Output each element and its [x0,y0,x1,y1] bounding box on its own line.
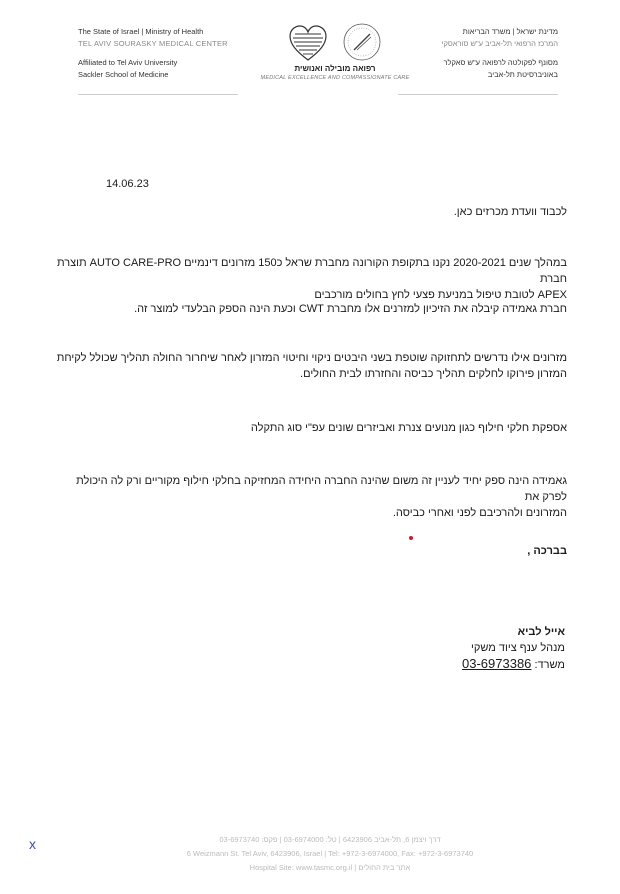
footer-website: Hospital Site: www.tasmc.org.il | אתר בית החולים [249,863,411,872]
motto-hebrew: רפואה מובילה ואנושית [294,64,376,73]
paragraph-franchise: חברת גאמידה קיבלה את הזיכיון למזרנים אלו מחברת CWT וכעת הינה הספק הבלעדי למוצר זה. [134,303,567,315]
paragraph-purchase-line-1: במהלך שנים 2020-2021 נקנו בתקופת הקורונה מחברת שראל כ150 מזרונים דינמיים AUTO CARE-PRO תוצרת חברת [56,257,567,285]
header-divider-left [78,94,238,95]
heart-logo-icon [288,24,328,64]
hospital-motto [260,64,410,81]
letter-footer [140,833,520,875]
red-dot-mark [409,536,413,540]
paragraph-spare-parts: אספקת חלקי חילוף כגון מנועים צנרת ואביזרים שונים עפ"י סוג התקלה [250,422,567,434]
header-state-ministry-he: מדינת ישראל | משרד הבריאות [462,27,558,36]
header-affiliation: Affiliated to Tel Aviv University [78,58,178,67]
paragraph-sole-supplier [54,473,567,521]
header-state-ministry: The State of Israel | Ministry of Health [78,27,204,36]
header-school: Sackler School of Medicine [78,70,169,79]
signer-title: מנהל ענף ציוד משקי [471,642,565,654]
paragraph-maintenance [54,350,567,382]
closing: בברכה , [527,545,567,557]
footer-address-hebrew: דרך ויצמן 6, תל-אביב 6423906 | טל: 03-6974000 | פקס: 03-6973740 [219,835,441,844]
header-hospital-name: TEL AVIV SOURASKY MEDICAL CENTER [78,39,228,48]
paragraph-purchase [54,255,567,303]
header-divider-right [398,94,558,95]
handwritten-x-mark: x [29,836,36,852]
paragraph-sole-supplier-line-1: גאמידה הינה ספק יחיד לעניין זה משום שהינה החברה היחידה המחזיקה בחלקי חילוף מקוריים ורק לה היכולת לפרק את [76,475,567,503]
header-hospital-name-he: המרכז הרפואי תל-אביב ע"ש סוראסקי [441,39,558,48]
paragraph-maintenance-line-1: מזרונים אילו נדרשים לתחזוקה שוטפת בשני היבטים ניקוי וחיטוי המזרון לאחר שיחרור החולה תהליך שכולל לקיחת [56,352,567,364]
footer-address-english: 6 Weizmann St. Tel Aviv, 6423906, Israel | Tel: +972-3-6974000, Fax: +972-3-6973740 [186,849,474,858]
paragraph-maintenance-line-2: המזרון פירוקו לחלקים תהליך כביסה והחזרתו לבית החולים. [300,368,567,380]
office-label: משרד: [534,659,565,671]
header-affiliation-he: מסונף לפקולטה לרפואה ע"ש סאקלר [443,58,558,67]
letter-date: 14.06.23 [106,178,149,190]
header-english-block [78,26,253,81]
salutation: לכבוד וועדת מכרזים כאן. [453,206,567,218]
motto-english: MEDICAL EXCELLENCE AND COMPASSIONATE CARE [260,75,410,81]
office-phone: 03-6973386 [462,656,532,671]
paragraph-sole-supplier-line-2: המזרונים ולהרכיבם לפני ואחרי כביסה. [392,507,567,519]
seal-logo-icon [342,22,382,62]
paragraph-purchase-line-2: APEX לטובת טיפול במניעת פצעי לחץ בחולים מורכבים [314,289,567,301]
signature-block [365,624,565,673]
signer-office-line [365,656,565,673]
header-university-he: באוניברסיטת תל-אביב [487,70,558,79]
signer-name: אייל לביא [517,626,565,638]
